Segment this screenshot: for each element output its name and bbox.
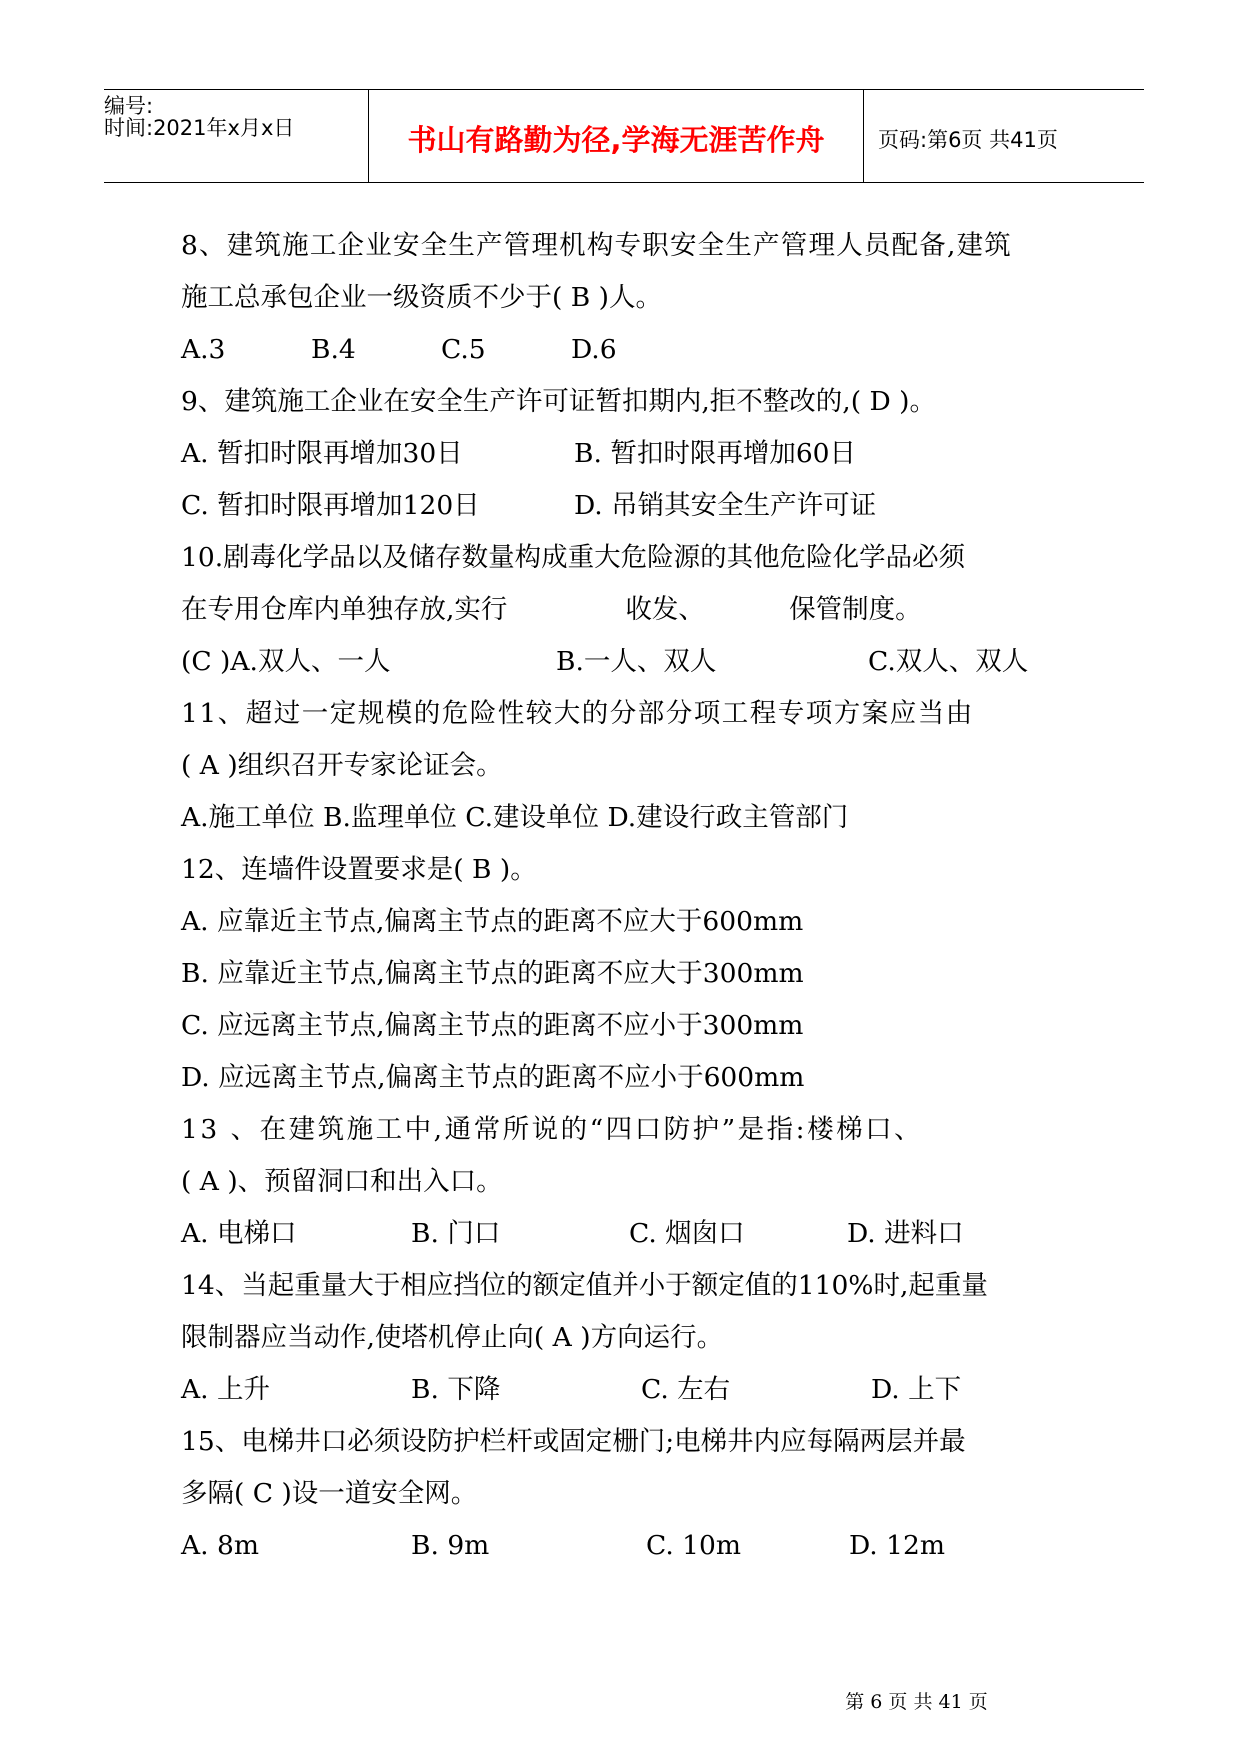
page-footer (0, 1687, 1241, 1714)
header-left-cell (104, 90, 369, 182)
option-row (181, 428, 1061, 480)
option: A. 应靠近主节点,偏离主节点的距离不应大于600mm (181, 906, 804, 937)
question-text: ( A )、预留洞口和出入口。 (181, 1166, 503, 1197)
option-row (181, 324, 1061, 376)
option-row (181, 1208, 1061, 1260)
option: C. 应远离主节点,偏离主节点的距离不应小于300mm (181, 1010, 804, 1041)
question-9 (181, 376, 1061, 532)
option: B. 门口 (411, 1218, 501, 1249)
option: D.6 (571, 334, 617, 365)
option: D. 上下 (871, 1374, 962, 1405)
option: B. 9m (411, 1530, 490, 1561)
option: B.4 (311, 334, 356, 365)
header-right-cell (864, 90, 1144, 182)
option: C. 10m (646, 1530, 742, 1561)
option: C.5 (441, 334, 486, 365)
option: B. 应靠近主节点,偏离主节点的距离不应大于300mm (181, 958, 804, 989)
option: B. 暂扣时限再增加60日 (574, 438, 857, 469)
question-text: 13 、在建筑施工中,通常所说的“四口防护”是指:楼梯口、 (181, 1114, 924, 1145)
question-12 (181, 844, 1061, 1104)
question-text: 12、连墙件设置要求是( B )。 (181, 854, 537, 885)
option: A. 电梯口 (181, 1218, 297, 1249)
question-text: 在专用仓库内单独存放,实行 收发、 保管制度。 (181, 594, 922, 625)
option: D. 进料口 (847, 1218, 964, 1249)
option: D. 12m (849, 1530, 945, 1561)
question-text: 9、建筑施工企业在安全生产许可证暂扣期内,拒不整改的,( D )。 (181, 386, 936, 417)
option-row (181, 1520, 1061, 1572)
header-page-code: 页码:第6页 共41页 (878, 128, 1058, 152)
question-text: 施工总承包企业一级资质不少于( B )人。 (181, 282, 662, 313)
option: B. 下降 (411, 1374, 501, 1405)
option: B.一人、双人 (556, 646, 717, 677)
serial-label: 编号: (104, 94, 154, 118)
question-text: 限制器应当动作,使塔机停止向( A )方向运行。 (181, 1322, 724, 1353)
question-text: 10.剧毒化学品以及储存数量构成重大危险源的其他危险化学品必须 (181, 542, 966, 573)
question-10 (181, 532, 1061, 688)
option: C. 暂扣时限再增加120日 (181, 490, 480, 521)
option: C.双人、双人 (868, 646, 1029, 677)
option-row (181, 1364, 1061, 1416)
question-15 (181, 1416, 1061, 1572)
option: A. 8m (181, 1530, 259, 1561)
option: D. 应远离主节点,偏离主节点的距离不应小于600mm (181, 1062, 805, 1093)
header-middle-cell (369, 90, 864, 182)
footer-page-number: 第 6 页 共 41 页 (845, 1691, 988, 1713)
option-row (181, 636, 1061, 688)
question-8 (181, 220, 1061, 376)
question-14 (181, 1260, 1061, 1416)
option: C. 左右 (641, 1374, 731, 1405)
question-text: 8、建筑施工企业安全生产管理机构专职安全生产管理人员配备,建筑 (181, 230, 1012, 261)
option: A. 上升 (181, 1374, 270, 1405)
question-text: 11、超过一定规模的危险性较大的分部分项工程专项方案应当由 (181, 698, 974, 729)
question-11 (181, 688, 1061, 844)
question-13 (181, 1104, 1061, 1260)
option: D. 吊销其安全生产许可证 (574, 490, 877, 521)
question-list (181, 220, 1061, 1572)
option: A. 暂扣时限再增加30日 (181, 438, 463, 469)
option-row: A.施工单位 B.监理单位 C.建设单位 D.建设行政主管部门 (181, 802, 849, 833)
option: (C )A.双人、一人 (181, 646, 391, 677)
time-label: 时间:2021年x月x日 (104, 116, 295, 140)
header-motto: 书山有路勤为径,学海无涯苦作舟 (407, 123, 825, 157)
document-header (104, 89, 1144, 183)
question-text: 多隔( C )设一道安全网。 (181, 1478, 478, 1509)
question-text: 15、电梯井口必须设防护栏杆或固定栅门;电梯井内应每隔两层并最 (181, 1426, 966, 1457)
question-text: 14、当起重量大于相应挡位的额定值并小于额定值的110%时,起重量 (181, 1270, 988, 1301)
option-row (181, 480, 1061, 532)
option: C. 烟囱口 (629, 1218, 745, 1249)
question-text: ( A )组织召开专家论证会。 (181, 750, 503, 781)
option: A.3 (181, 334, 226, 365)
